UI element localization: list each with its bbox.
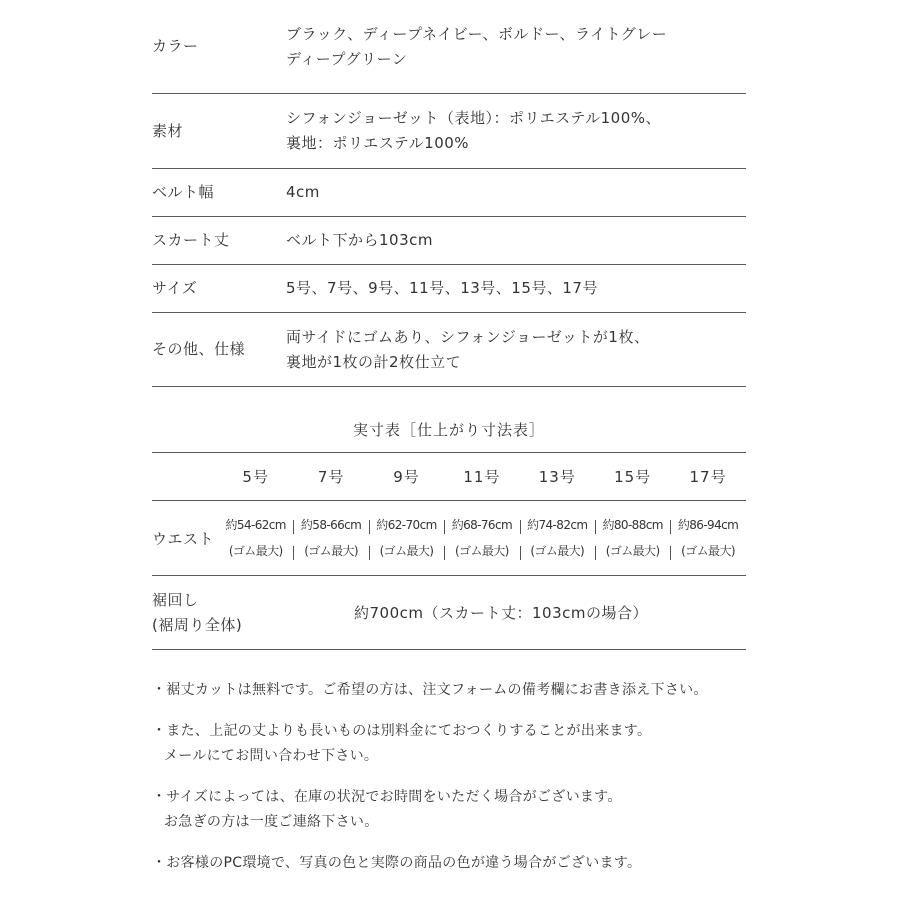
spec-row-material xyxy=(152,94,746,169)
spec-row-size xyxy=(152,265,746,313)
note-item xyxy=(152,785,746,835)
waist-cell xyxy=(444,512,519,564)
waist-note: (ゴム最大) xyxy=(379,544,434,558)
waist-cell xyxy=(595,512,670,564)
spec-value xyxy=(286,276,746,301)
spec-value xyxy=(286,106,746,156)
note-line: ・また、上記の丈よりも長いものは別料金にておつくりすることが出来ます。 xyxy=(152,723,652,739)
note-item xyxy=(152,678,746,703)
spec-label: カラー xyxy=(152,37,199,55)
spec-row-belt-width xyxy=(152,169,746,217)
spec-value xyxy=(286,228,746,253)
waist-note: (ゴム最大) xyxy=(304,544,358,558)
spec-value-line: 裏地が1枚の計2枚仕立て xyxy=(286,352,462,371)
note-item xyxy=(152,719,746,769)
size-header-cell: 11号 xyxy=(463,468,501,486)
note-line: メールにてお問い合わせ下さい。 xyxy=(164,748,379,764)
hem-row xyxy=(152,576,746,650)
note-item xyxy=(152,851,746,876)
waist-value: 約68-76cm xyxy=(451,518,513,532)
hem-label xyxy=(152,588,272,638)
size-header-cell: 13号 xyxy=(538,468,576,486)
hem-value: 約700cm（スカート丈：103cmの場合） xyxy=(354,604,648,622)
spec-row-skirt-length xyxy=(152,217,746,265)
spec-label: サイズ xyxy=(152,279,198,297)
spec-label: その他、仕様 xyxy=(152,340,246,358)
size-header-cell: 9号 xyxy=(393,468,420,486)
waist-note: (ゴム最大) xyxy=(454,544,509,558)
waist-value: 約58-66cm xyxy=(300,518,362,532)
spec-value-line: ブラック、ディープネイビー、ボルドー、ライトグレー xyxy=(286,24,668,43)
waist-cell xyxy=(369,512,444,564)
waist-value: 約54-62cm xyxy=(225,518,286,532)
hem-label-line: 裾回し xyxy=(152,590,199,609)
waist-value: 約62-70cm xyxy=(376,518,437,532)
waist-cell xyxy=(670,512,745,564)
waist-cell xyxy=(520,512,595,564)
spec-label: スカート丈 xyxy=(152,231,230,249)
spec-label: ベルト幅 xyxy=(152,183,215,201)
spec-table xyxy=(152,0,746,387)
spec-value-line: シフォンジョーゼット（表地）：ポリエステル100%、 xyxy=(286,109,662,127)
size-table xyxy=(152,387,746,650)
spec-value-line: ベルト下から103cm xyxy=(286,231,433,249)
spec-value-line: 裏地：ポリエステル100% xyxy=(286,134,470,152)
spec-row-other xyxy=(152,313,746,387)
spec-value xyxy=(286,180,746,205)
note-line: ・裾丈カットは無料です。ご希望の方は、注文フォームの備考欄にお書き添え下さい。 xyxy=(152,682,708,698)
waist-value: 約74-82cm xyxy=(527,518,588,532)
spec-label: 素材 xyxy=(152,121,184,140)
hem-label-line: (裾周り全体) xyxy=(152,615,243,634)
waist-note: (ゴム最大) xyxy=(681,544,735,558)
size-table-title: 実寸表［仕上がり寸法表］ xyxy=(152,387,746,453)
spec-value-line: 5号、7号、9号、11号、13号、15号、17号 xyxy=(286,279,598,297)
spec-value-line: 4cm xyxy=(286,183,320,201)
note-line: お急ぎの方は一度ご連絡下さい。 xyxy=(164,814,379,830)
size-header-cell: 15号 xyxy=(614,468,652,486)
notes-list xyxy=(152,678,746,876)
spec-value xyxy=(286,325,746,375)
waist-value: 約80-88cm xyxy=(602,518,663,532)
waist-note: (ゴム最大) xyxy=(530,544,585,558)
note-line: ・サイズによっては、在庫の状況でお時間をいただく場合がございます。 xyxy=(152,789,622,805)
waist-note: (ゴム最大) xyxy=(605,544,660,558)
spec-value-line: 両サイドにゴムあり、シフォンジョーゼットが1枚、 xyxy=(286,327,650,346)
waist-row xyxy=(152,501,746,576)
size-header-row xyxy=(152,453,746,501)
waist-value: 約86-94cm xyxy=(677,518,739,532)
waist-cell xyxy=(218,512,293,564)
size-header-cell: 17号 xyxy=(689,468,727,486)
size-header-cell: 7号 xyxy=(317,468,345,486)
spec-value xyxy=(286,22,746,72)
waist-label: ウエスト xyxy=(152,529,215,548)
waist-note: (ゴム最大) xyxy=(228,544,283,558)
note-line: ・お客様のPC環境で、写真の色と実際の商品の色が違う場合がございます。 xyxy=(152,855,642,871)
spec-row-color xyxy=(152,0,746,94)
size-header-cell: 5号 xyxy=(242,468,269,486)
product-spec-page xyxy=(152,0,746,892)
spec-value-line: ディープグリーン xyxy=(286,49,408,68)
waist-cell xyxy=(293,512,368,564)
